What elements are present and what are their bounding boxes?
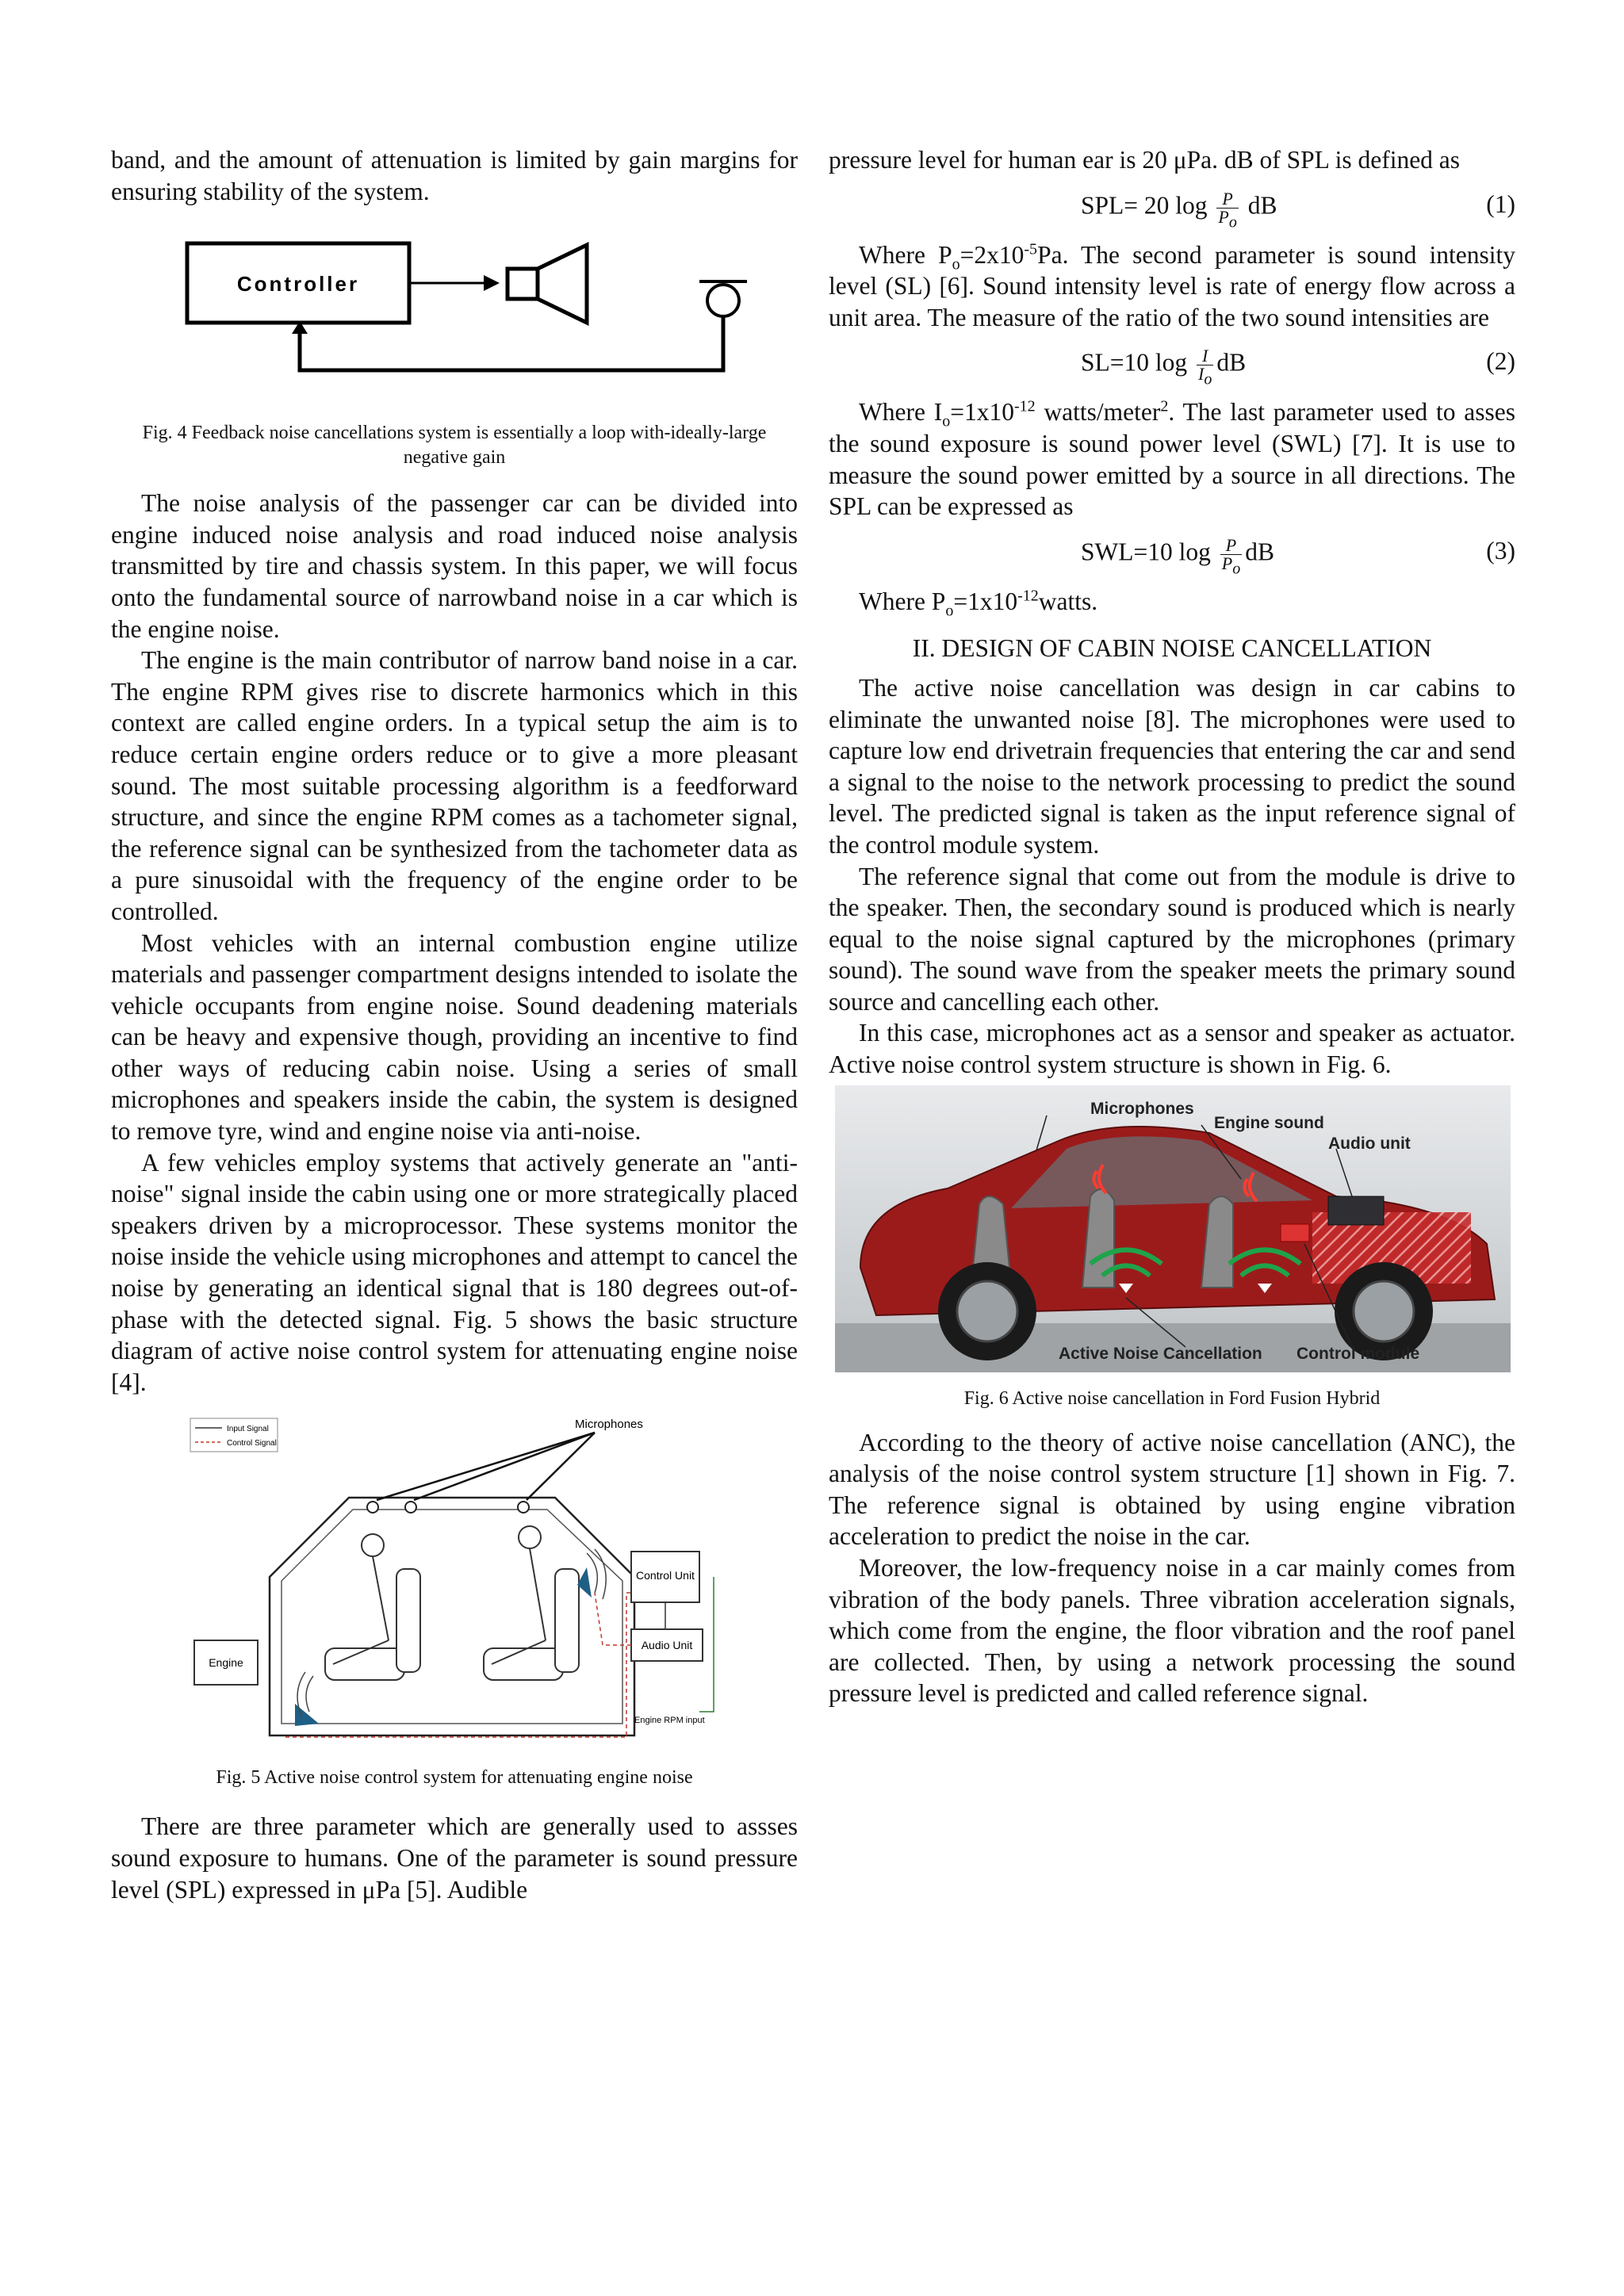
figure-6-caption: Fig. 6 Active noise cancellation in Ford Fusion Hybrid bbox=[963, 1387, 1381, 1409]
speaker-icon bbox=[508, 269, 538, 299]
paragraph-5-left: There are three parameter which are generally used to assses sound exposure to humans. One of the parameter is sound pressure level (SPL) expressed in μPa [5]. Audible bbox=[111, 1812, 798, 1904]
paragraph-8-right: In this case, microphones act as a sensor and speaker as actuator. Active noise control system structure is shown in Fig. 6. bbox=[829, 1019, 1515, 1079]
legend-input-signal: Input Signal bbox=[227, 1425, 269, 1434]
car-anc-illustration bbox=[829, 1085, 1515, 1372]
paragraph-intro-right: pressure level for human ear is 20 μPa. dB of SPL is defined as bbox=[829, 146, 1461, 174]
paragraph-where-3: Where $P_o=1x10^{-12}watts$. bbox=[859, 587, 1098, 620]
paragraph-7-right: The reference signal that come out from the module is drive to the speaker. Then, the secondary sound is produced which is nearly equal to the noise signal captured by the microphones (primary sound). The sound wave from the speaker meets the primary sound source and cancelling each other. bbox=[829, 862, 1515, 1016]
fig6-microphones-label: Microphones bbox=[1090, 1099, 1194, 1118]
figure-4 bbox=[111, 228, 798, 418]
microphone-icon bbox=[707, 285, 739, 316]
audio-unit-label: Audio Unit bbox=[641, 1639, 693, 1652]
paragraph-6-right: The active noise cancellation was design in car cabins to eliminate the unwanted noise [8]. The microphones were used to capture low end drivetrain frequencies that entering the car and send a signal to the noise to the network processing to predict the sound level. The predicted signal is taken as the input reference signal of the control module system. bbox=[829, 673, 1515, 859]
figure-4-caption: Fig. 4 Feedback noise cancellations system is essentially a loop with-ideally-large negative gain bbox=[142, 423, 767, 469]
figure-5 bbox=[111, 1410, 798, 1759]
eq1-number: (1) bbox=[1486, 189, 1515, 218]
paragraph-2-left: The engine is the main contributor of narrow band noise in a car. The engine RPM gives rise to discrete harmonics which in this context are called engine orders. In a typical setup the aim is to reduce certain engine orders reduce or to give a more pleasant sound. The most suitable processing algorithm is a feedforward structure, and since the engine RPM comes as a tachometer signal, the reference signal can be synthesized from the tachometer data as a pure sinusoidal with the frequency of the engine order to be controlled. bbox=[111, 646, 798, 925]
paragraph-1-left: The noise analysis of the passenger car can be divided into engine induced noise analysis and road induced noise analysis transmitted by tire and chassis system. In this paper, we will focus onto the fundamental source of narrowband noise in a car which is the engine noise. bbox=[111, 489, 798, 643]
paragraph-4-left: A few vehicles employ systems that actively generate an "anti-noise" signal inside the cabin using one or more strategically placed speakers driven by a microprocessor. These systems monitor the noise inside the vehicle using microphones and attempt to cancel the noise by generating an identical signal that is 180 degrees out-of-phase with the detected signal. Fig. 5 shows the basic structure diagram of active noise control system for attenuating engine noise [4]. bbox=[111, 1148, 798, 1396]
eq2-number: (2) bbox=[1486, 347, 1515, 376]
paragraph-9-right: According to the theory of active noise cancellation (ANC), the analysis of the noise control system structure [1] shown in Fig. 7. The reference signal is obtained by using engine vibration acceleration to predict the noise in the car. bbox=[829, 1428, 1515, 1551]
microphones-label: Microphones bbox=[575, 1418, 643, 1432]
anc-system-diagram bbox=[111, 1410, 798, 1759]
figure-6 bbox=[829, 1085, 1515, 1372]
controller-label: Controller bbox=[236, 272, 360, 297]
legend-control-signal: Control Signal bbox=[227, 1439, 277, 1448]
right-column bbox=[829, 144, 1515, 1709]
engine-label: Engine bbox=[209, 1656, 243, 1670]
figure-5-caption: Fig. 5 Active noise control system for attenuating engine noise bbox=[216, 1767, 693, 1789]
fig6-audio-unit-label: Audio unit bbox=[1328, 1134, 1411, 1153]
paragraph-10-right: Moreover, the low-frequency noise in a car mainly comes from vibration of the body panels. Three vibration acceleration signals, which come from the engine, the floor vibration and the roof panel are collected. Then, by using a network processing the sound pressure level is predicted and called reference signal. bbox=[829, 1554, 1515, 1708]
equation-1: SPL= 20 log $\frac{P}{P_o}$ dB (1) bbox=[1081, 188, 1515, 231]
paragraph-intro-left: band, and the amount of attenuation is limited by gain margins for ensuring stability of the system. bbox=[111, 146, 798, 205]
fig6-engine-sound-label: Engine sound bbox=[1214, 1113, 1324, 1132]
feedback-loop-diagram bbox=[111, 228, 798, 418]
paragraph-where-2: Where $I_o=1x10^{-12}$ watts/meter$^2$. The last parameter used to asses the sound exposure is sound power level (SWL) [7]. It is use to measure the sound power emitted by a source in all directions. The SPL can be expressed as bbox=[829, 397, 1515, 521]
fig6-anc-label: Active Noise Cancellation bbox=[1059, 1344, 1262, 1363]
eq3-number: (3) bbox=[1486, 536, 1515, 564]
paragraph-where-1: Where $P_o=2x10^{-5}Pa$. The second parameter is sound intensity level (SL) [6]. Sound intensity level is rate of energy flow across a unit area. The measure of the ratio of the two sound intensities are bbox=[829, 240, 1515, 331]
engine-rpm-label: Engine RPM input bbox=[634, 1716, 705, 1726]
left-column bbox=[111, 144, 798, 1905]
fig6-control-module-label: Control module bbox=[1297, 1344, 1420, 1363]
eq1-lhs: SPL= 20 log bbox=[1081, 191, 1208, 220]
paragraph-3-left: Most vehicles with an internal combustion engine utilize materials and passenger compartment designs intended to isolate the vehicle occupants from engine noise. Sound deadening materials can be heavy and expensive though, providing an incentive to find other ways of reducing cabin noise. Using a series of small microphones and speakers inside the cabin, the system is designed to remove tyre, wind and engine noise via anti-noise. bbox=[111, 928, 798, 1146]
equation-2: SL=10 log $\frac{I}{I_o}$ dB (2) bbox=[1081, 346, 1515, 388]
equation-3: SWL=10 log $\frac{P}{P_o}$ dB (3) bbox=[1081, 534, 1515, 578]
section-heading: II. DESIGN OF CABIN NOISE CANCELLATION bbox=[912, 634, 1432, 663]
control-unit-label: Control Unit bbox=[636, 1569, 695, 1582]
